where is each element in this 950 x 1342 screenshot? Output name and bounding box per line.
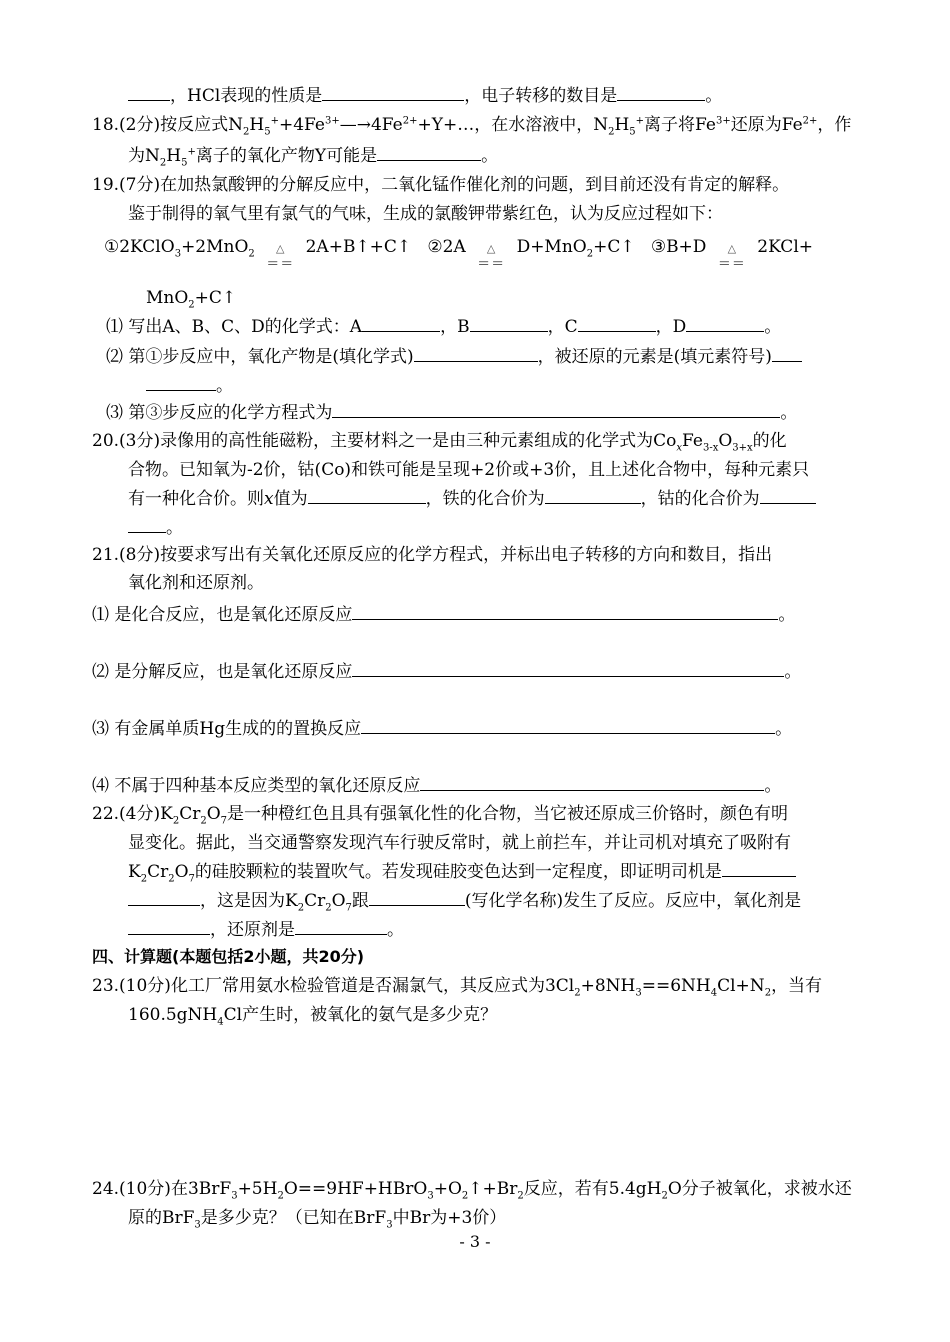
question-21-part-4: ⑷ 不属于四种基本反应类型的氧化还原反应 。 [92, 776, 782, 796]
question-21-part-1: ⑴ 是化合反应，也是氧化还原反应 。 [92, 605, 796, 625]
answer-blank-d[interactable] [686, 315, 764, 332]
question-number: 24. [92, 1179, 120, 1199]
answer-blank[interactable] [420, 774, 764, 791]
answer-blank[interactable] [361, 717, 775, 734]
question-22-line-2: 显变化。据此，当交通警察发现汽车行驶反常时，就上前拦车，并让司机对填充了吸附有 [128, 833, 791, 853]
answer-blank[interactable] [128, 918, 210, 935]
question-23-line-2: 160.5gNH$_4$Cl产生时，被氧化的氨气是多少克？ [128, 1005, 498, 1028]
question-19-part-2: ⑵ 第①步反应中，氧化产物是(填化学式) ，被还原的元素是(填元素符号) [106, 345, 802, 368]
answer-blank[interactable] [377, 144, 481, 161]
answer-blank[interactable] [308, 487, 426, 504]
question-22-line-5: ，还原剂是 。 [128, 918, 404, 941]
question-24-line-1: 24.(10分)在$3BrF_3+5H_2O==9HF+HBrO_3+O_2↑+Br_2$反应，若有$5.4gH_2O$分子被氧化，求被水还 [92, 1179, 852, 1202]
reaction-equation-continued: MnO$_2$+C↑ [146, 288, 237, 311]
answer-blank[interactable] [128, 516, 166, 533]
heating-condition-icon: △ ＝＝ [266, 242, 295, 272]
question-23-line-1: 23.(10分)化工厂常用氨水检验管道是否漏氯气，其反应式为$3Cl_2+8NH_3==6NH_4Cl+N_2$，当有 [92, 976, 823, 999]
reaction-equations: ①2KClO$_3$+2MnO$_2$ △ ＝＝ 2A+B↑+C↑ ②2A △ ＝＝ D+MnO$_2$+C↑ ③B+D △ ＝＝ 2KCl+ [104, 237, 813, 272]
question-20-line-2: 合物。已知氧为-2价，钴(Co)和铁可能是呈现+2价或+3价，且上述化合物中，每种元素只 [128, 460, 810, 480]
heating-condition-icon: △ ＝＝ [477, 242, 506, 272]
question-20-line-3: 有一种化合价。则x值为 ，铁的化合价为 ，钴的化合价为 [128, 487, 816, 510]
question-19-part-2-continued: 。 [146, 374, 233, 397]
question-number: 23. [92, 976, 120, 996]
heating-condition-icon: △ ＝＝ [717, 242, 746, 272]
answer-blank[interactable] [760, 487, 816, 504]
question-number: 21. [92, 545, 120, 565]
answer-blank[interactable] [352, 660, 784, 677]
answer-blank[interactable] [128, 889, 200, 906]
question-20-line-1: 20.(3分)录像用的高性能磁粉，主要材料之一是由三种元素组成的化学式为$Co_xFe_{3-x}O_{3+x}$的化 [92, 431, 787, 454]
answer-blank[interactable] [545, 487, 641, 504]
answer-blank[interactable] [295, 918, 387, 935]
question-20-line-4: 。 [128, 516, 183, 539]
continuation-line: ，HCl表现的性质是 ，电子转移的数目是 。 [128, 84, 722, 107]
answer-blank-c[interactable] [578, 315, 656, 332]
question-19-part-3: ⑶ 第③步反应的化学方程式为 。 [106, 403, 798, 423]
question-22-line-3: $K_2Cr_2O_7$的硅胶颗粒的装置吹气。若发现硅胶变色达到一定程度，即证明司机是 [128, 860, 796, 883]
question-18-line-2: 为$N_2H_5^+$离子的氧化产物Y可能是 。 [128, 146, 499, 169]
answer-blank-b[interactable] [470, 315, 548, 332]
answer-blank[interactable] [617, 84, 705, 101]
answer-blank[interactable] [128, 84, 170, 101]
answer-blank[interactable] [414, 345, 538, 362]
section-heading: 四、计算题(本题包括2小题，共20分) [92, 947, 365, 966]
question-22-line-4: ，这是因为$K_2Cr_2O_7$跟 (写化学名称)发生了反应。反应中，氧化剂是 [128, 889, 801, 912]
answer-blank[interactable] [322, 84, 464, 101]
question-21-line-2: 氧化剂和还原剂。 [128, 573, 264, 593]
question-number: 20. [92, 431, 120, 451]
question-22-line-1: 22.(4分)$K_2Cr_2O_7$是一种橙红色且具有强氧化性的化合物，当它被还原成三价铬时，颜色有明 [92, 804, 789, 827]
question-21-part-3: ⑶ 有金属单质Hg生成的的置换反应 。 [92, 719, 793, 739]
question-21-part-2: ⑵ 是分解反应，也是氧化还原反应 。 [92, 662, 802, 682]
answer-blank[interactable] [369, 889, 465, 906]
answer-blank[interactable] [332, 401, 780, 418]
question-18-line-1: 18.(2分)按反应式$N_2H_5^++4Fe^{3+}—\to 4Fe^{2+}+Y+\dots$，在水溶液中，$N_2H_5^+$离子将$Fe^{3+}$还原为$Fe^{2+}$，作 [92, 115, 852, 138]
page-number: - 3 - [459, 1232, 491, 1251]
answer-blank[interactable] [352, 603, 778, 620]
answer-blank[interactable] [722, 860, 796, 877]
answer-blank-a[interactable] [362, 315, 440, 332]
question-19-part-1: ⑴ 写出A、B、C、D的化学式：A ，B ，C ，D 。 [106, 317, 782, 337]
question-number: 22. [92, 804, 120, 824]
question-21-line-1: 21.(8分)按要求写出有关氧化还原反应的化学方程式，并标出电子转移的方向和数目，指出 [92, 545, 773, 565]
answer-blank[interactable] [772, 345, 802, 362]
question-19-line-1: 19.(7分)在加热氯酸钾的分解反应中，二氧化锰作催化剂的问题，到目前还没有肯定的解释。 [92, 175, 790, 195]
question-number: 19. [92, 175, 120, 195]
question-number: 18. [92, 115, 120, 135]
answer-blank[interactable] [146, 374, 216, 391]
question-19-line-2: 鉴于制得的氧气里有氯气的气味，生成的氯酸钾带紫红色，认为反应过程如下： [128, 204, 723, 224]
question-24-line-2: 原的BrF$_3$是多少克？（已知在BrF$_3$中Br为+3价） [128, 1208, 507, 1231]
